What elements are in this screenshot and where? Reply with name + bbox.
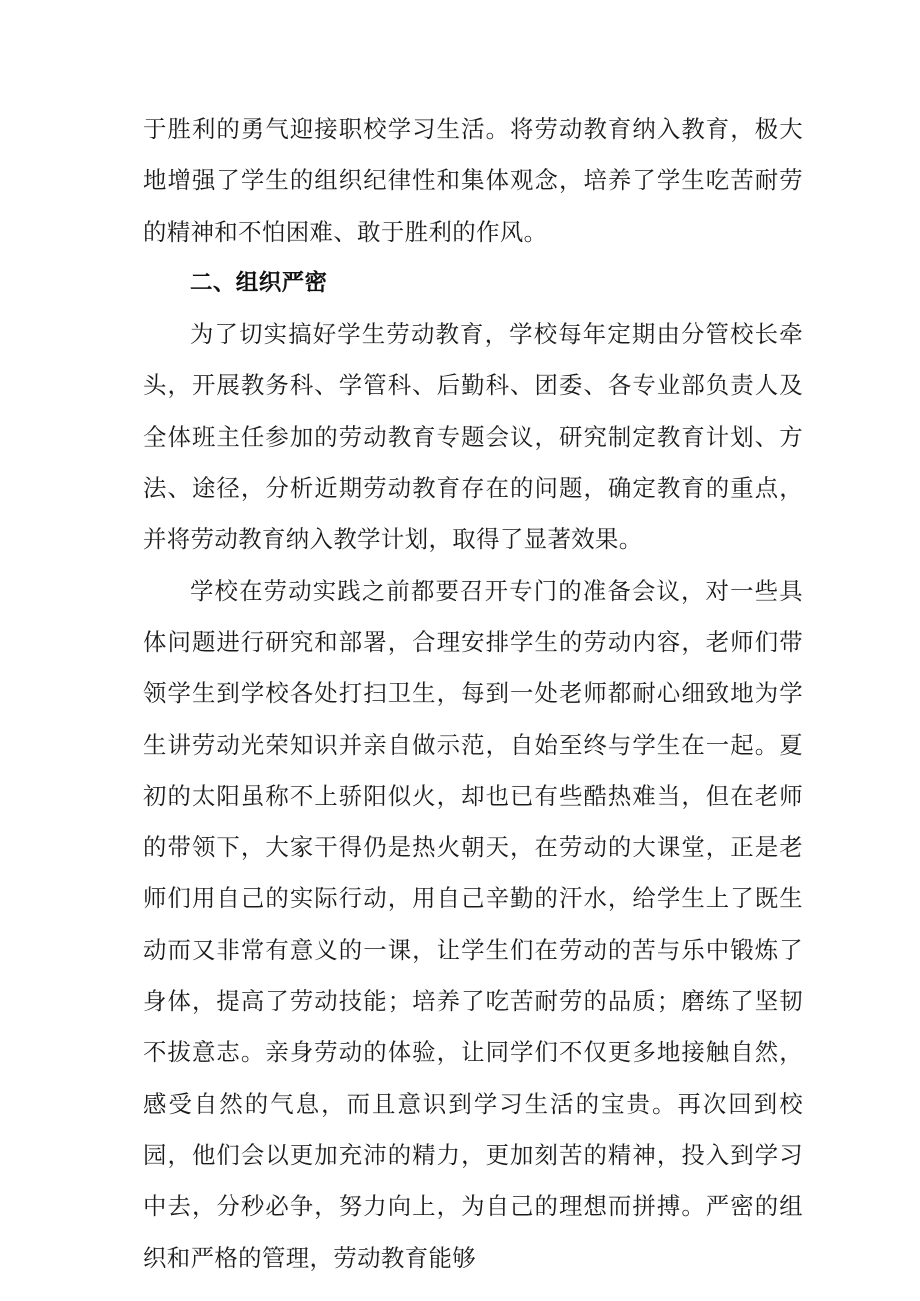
section-heading: 二、组织严密 bbox=[190, 269, 328, 296]
paragraph-labor-practice: 学校在劳动实践之前都要召开专门的准备会议，对一些具体问题进行研究和部署，合理安排学生的劳动内容，老师们带领学生到学校各处打扫卫生，每到一处老师都耐心细致地为学生讲劳动光荣知识并亲自做示范，自始至终与学生在一起。夏初的太阳虽称不上骄阳似火，却也已有些酷热难当，但在老师的带领下，大家干得仍是热火朝天，在劳动的大课堂，正是老师们用自己的实际行动，用自己辛勤的汗水，给学生上了既生动而又非常有意义的一课，让学生们在劳动的苦与乐中锻炼了身体，提高了劳动技能；培养了吃苦耐劳的品质；磨练了坚韧不拔意志。亲身劳动的体验，让同学们不仅更多地接触自然，感受自然的气息，而且意识到学习生活的宝贵。再次回到校园，他们会以更加充沛的精力，更加刻苦的精神，投入到学习中去，分秒必争，努力向上，为自己的理想而拼搏。严密的组织和严格的管理，劳动教育能够 bbox=[143, 576, 803, 1272]
continuation-paragraph: 于胜利的勇气迎接职校学习生活。将劳动教育纳入教育，极大地增强了学生的组织纪律性和集体观念，培养了学生吃苦耐劳的精神和不怕困难、敢于胜利的作风。 bbox=[143, 115, 803, 246]
paragraph-organization: 为了切实搞好学生劳动教育，学校每年定期由分管校长牵头，开展教务科、学管科、后勤科、团委、各专业部负责人及全体班主任参加的劳动教育专题会议，研究制定教育计划、方法、途径，分析近期劳动教育存在的问题，确定教育的重点，并将劳动教育纳入教学计划，取得了显著效果。 bbox=[143, 320, 803, 554]
document-body bbox=[143, 104, 803, 1284]
